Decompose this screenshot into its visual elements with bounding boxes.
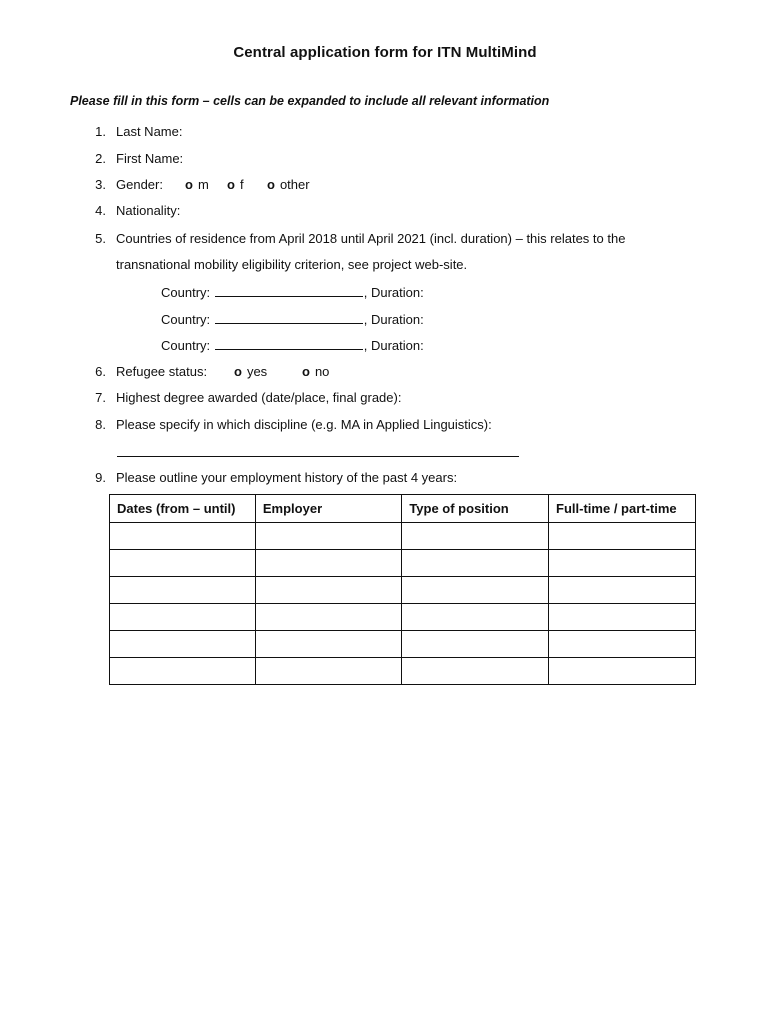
table-row [110, 631, 696, 658]
form-instructions: Please fill in this form – cells can be expanded to include all relevant information [70, 94, 550, 108]
item-number: 2. [95, 151, 106, 166]
duration-label: , Duration: [363, 312, 424, 327]
item-refugee-status [90, 364, 390, 380]
table-header-row [110, 495, 696, 523]
checkbox-icon: o [227, 177, 235, 192]
gender-option-f[interactable]: o f [227, 177, 244, 192]
form-title: Central application form for ITN MultiMind [233, 44, 537, 61]
item-label: Refugee status: [116, 364, 208, 379]
table-cell[interactable] [549, 577, 696, 604]
table-row [110, 604, 696, 631]
table-cell[interactable] [110, 658, 256, 685]
item-label: Please outline your employment history of the past 4 years: [116, 470, 458, 485]
header-type-of-position: Type of position [402, 495, 549, 523]
checkbox-icon: o [185, 177, 193, 192]
table-cell[interactable] [549, 604, 696, 631]
table-row [110, 523, 696, 550]
table-cell[interactable] [402, 604, 549, 631]
table-cell[interactable] [402, 550, 549, 577]
employment-table [109, 494, 696, 685]
table-cell[interactable] [110, 577, 256, 604]
table-cell[interactable] [255, 577, 401, 604]
table-cell[interactable] [110, 523, 256, 550]
residence-row-1[interactable] [161, 284, 424, 300]
item-number: 1. [95, 124, 106, 139]
residence-row-2[interactable] [161, 311, 424, 327]
table-cell[interactable] [549, 523, 696, 550]
table-cell[interactable] [255, 631, 401, 658]
table-cell[interactable] [549, 550, 696, 577]
table-cell[interactable] [549, 658, 696, 685]
header-employer: Employer [255, 495, 401, 523]
duration-label: , Duration: [363, 285, 424, 300]
item-label: Countries of residence from April 2018 until April 2021 (incl. duration) – this relates to the [116, 231, 626, 246]
country-label: Country: [161, 312, 211, 327]
table-cell[interactable] [402, 658, 549, 685]
table-cell[interactable] [549, 631, 696, 658]
table-row [110, 550, 696, 577]
duration-label: , Duration: [363, 338, 424, 353]
table-row [110, 658, 696, 685]
item-label: Last Name: [116, 124, 183, 139]
table-cell[interactable] [402, 523, 549, 550]
header-full-part-time: Full-time / part-time [549, 495, 696, 523]
country-label: Country: [161, 285, 211, 300]
table-cell[interactable] [255, 604, 401, 631]
refugee-option-yes[interactable]: o yes [234, 364, 268, 379]
country-blank[interactable] [215, 337, 363, 350]
gender-option-m[interactable]: o m [185, 177, 209, 192]
item-number: 6. [95, 364, 106, 379]
item-number: 8. [95, 417, 106, 432]
table-row [110, 577, 696, 604]
gender-option-other[interactable]: o other [267, 177, 310, 192]
table-cell[interactable] [110, 631, 256, 658]
country-blank[interactable] [215, 311, 363, 324]
item-number: 5. [95, 231, 106, 246]
table-cell[interactable] [255, 523, 401, 550]
table-cell[interactable] [255, 658, 401, 685]
checkbox-icon: o [267, 177, 275, 192]
item-label: Nationality: [116, 203, 181, 218]
item-number: 3. [95, 177, 106, 192]
item-number: 9. [95, 470, 106, 485]
country-blank[interactable] [215, 284, 363, 297]
table-cell[interactable] [255, 550, 401, 577]
item-label: Gender: [116, 177, 163, 192]
table-cell[interactable] [110, 604, 256, 631]
country-label: Country: [161, 338, 211, 353]
checkbox-icon: o [302, 364, 310, 379]
item-label: Highest degree awarded (date/place, final grade): [116, 390, 402, 405]
item-label: Please specify in which discipline (e.g. MA in Applied Linguistics): [116, 417, 492, 432]
table-cell[interactable] [402, 577, 549, 604]
residence-row-3[interactable] [161, 337, 424, 353]
refugee-option-no[interactable]: o no [302, 364, 330, 379]
item-label-continuation: transnational mobility eligibility criterion, see project web-site. [116, 257, 468, 272]
item-number: 4. [95, 203, 106, 218]
header-dates: Dates (from – until) [110, 495, 256, 523]
item-gender [90, 177, 390, 193]
checkbox-icon: o [234, 364, 242, 379]
table-cell[interactable] [402, 631, 549, 658]
item-number: 7. [95, 390, 106, 405]
item-label: First Name: [116, 151, 184, 166]
discipline-blank[interactable] [117, 456, 519, 457]
table-cell[interactable] [110, 550, 256, 577]
